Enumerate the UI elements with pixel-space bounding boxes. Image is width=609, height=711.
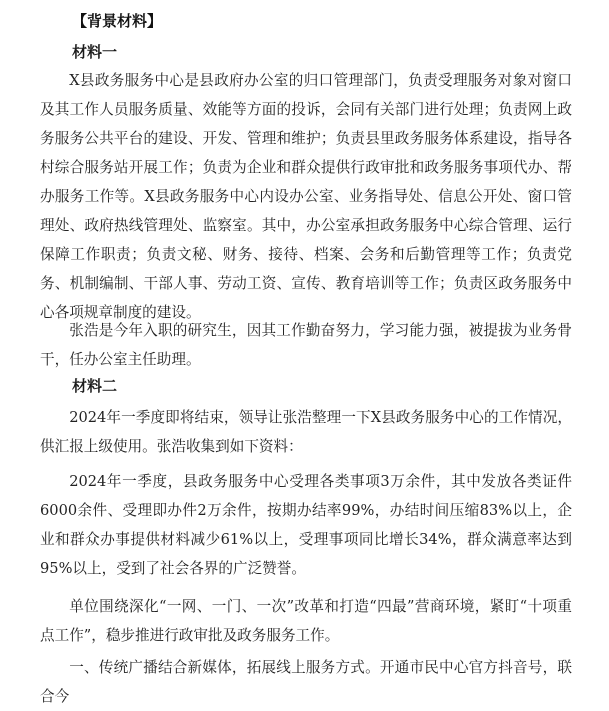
material-one-title: 材料一 <box>72 43 118 61</box>
section-heading: 【背景材料】 <box>72 12 163 30</box>
material-one-paragraph-2: 张浩是今年入职的研究生，因其工作勤奋努力，学习能力强，被提拔为业务骨干，任办公室主任助理。 <box>40 322 572 368</box>
material-two-paragraph-3: 单位围绕深化“一网、一门、一次”改革和打造“四最”营商环境，紧盯“十项重点工作”，稳步推进行政审批及政务服务工作。 <box>40 598 572 644</box>
material-two-title: 材料二 <box>72 377 118 395</box>
material-two-paragraph-2: 2024年一季度，县政务服务中心受理各类事项3万余件，其中发放各类证件6000余件、受理即办件2万余件，按期办结率99%，办结时间压缩83%以上，企业和群众办事提供材料减少61%以上，受理事项同比增长34%，群众满意率达到95%以上，受到了社会各界的广泛赞誉。 <box>40 473 572 577</box>
material-two-paragraph-1: 2024年一季度即将结束，领导让张浩整理一下X县政务服务中心的工作情况，供汇报上级使用。张浩收集到如下资料： <box>40 409 572 455</box>
material-one-paragraph-1: X县政务服务中心是县政府办公室的归口管理部门，负责受理服务对象对窗口及其工作人员服务质量、效能等方面的投诉，会同有关部门进行处理；负责网上政务服务公共平台的建设、开发、管理和维护；负责县里政务服务体系建设，指导各村综合服务站开展工作；负责为企业和群众提供行政审批和政务服务事项代办、帮办服务工作等。X县政务服务中心内设办公室、业务指导处、信息公开处、窗口管理处、政府热线管理处、监察室。其中，办公室承担政务服务中心综合管理、运行保障工作职责；负责文秘、财务、接待、档案、会务和后勤管理等工作；负责党务、机制编制、干部人事、劳动工资、宣传、教育培训等工作；负责区政务服务中心各项规章制度的建设。 <box>40 72 572 321</box>
material-two-paragraph-4: 一、传统广播结合新媒体，拓展线上服务方式。开通市民中心官方抖音号，联合今 <box>40 659 572 705</box>
